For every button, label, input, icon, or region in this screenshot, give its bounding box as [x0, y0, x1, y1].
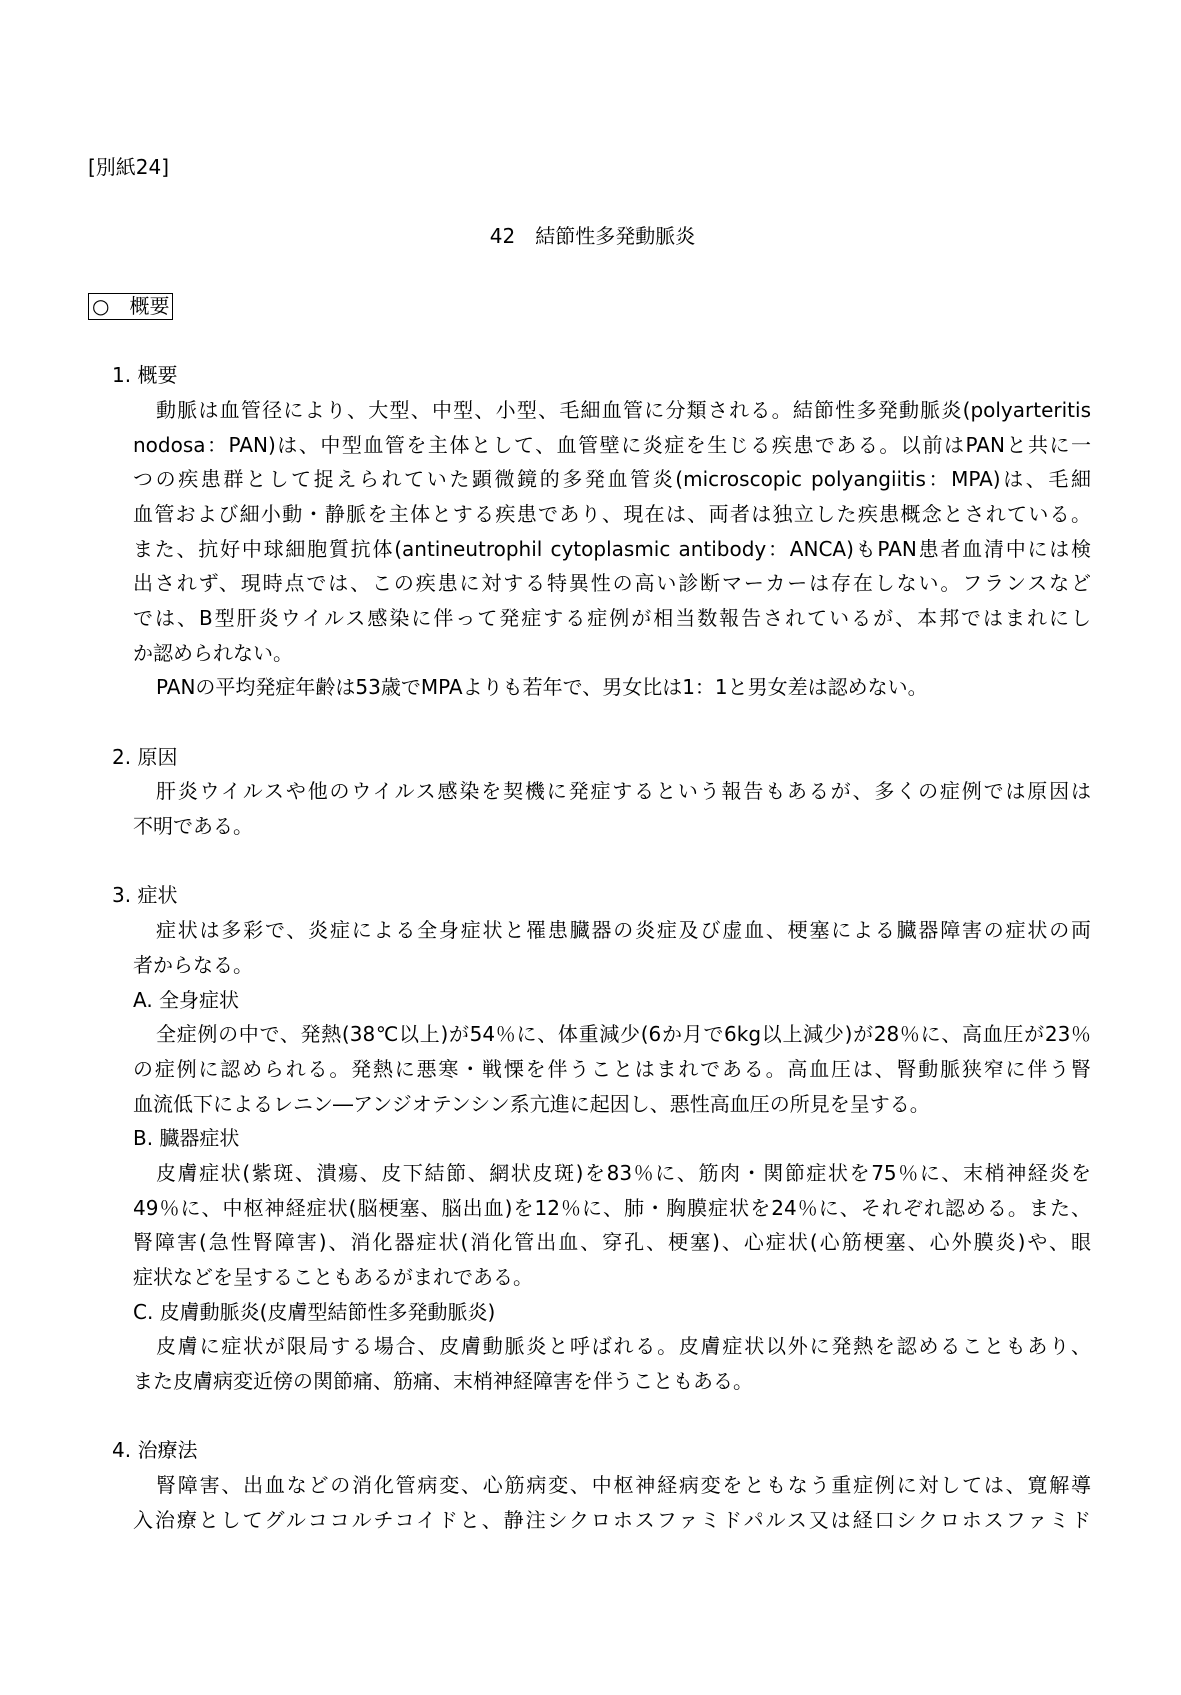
section-heading-symptoms: 3. 症状	[112, 883, 178, 908]
paragraph-line: 者からなる。	[133, 952, 253, 977]
paragraph-line: 血流低下によるレニン―アンジオテンシン系亢進に起因し、悪性高血圧の所見を呈する。	[133, 1091, 930, 1116]
subsection-heading-organ: B. 臓器症状	[133, 1126, 240, 1151]
paragraph-line: 腎障害(急性腎障害)、消化器症状(消化管出血、穿孔、梗塞)、心症状(心筋梗塞、心外膜炎)や、眼	[133, 1230, 1091, 1255]
document-page	[0, 150, 1181, 1538]
paragraph-line: 皮膚症状(紫斑、潰瘍、皮下結節、網状皮斑)を83％に、筋肉・関節症状を75％に、末梢神経炎を	[156, 1160, 1091, 1185]
subsection-heading-cutaneous: C. 皮膚動脈炎(皮膚型結節性多発動脈炎)	[133, 1299, 496, 1324]
paragraph-line: 全症例の中で、発熱(38℃以上)が54％に、体重減少(6か月で6kg以上減少)が28％に、高血圧が23％	[156, 1022, 1091, 1047]
paragraph-line: 症状などを呈することもあるがまれである。	[133, 1265, 533, 1289]
paragraph-line: では、B型肝炎ウイルス感染に伴って発症する症例が相当数報告されているが、本邦ではまれにし	[133, 605, 1091, 630]
overview-box-heading: ○ 概要	[88, 293, 173, 320]
paragraph-line: 腎障害、出血などの消化管病変、心筋病変、中枢神経病変をともなう重症例に対しては、寛解導	[156, 1473, 1091, 1498]
section-heading-overview: 1. 概要	[112, 363, 178, 388]
paragraph-line: 肝炎ウイルスや他のウイルス感染を契機に発症するという報告もあるが、多くの症例では原因は	[156, 779, 1091, 804]
paragraph-line: 入治療としてグルココルチコイドと、静注シクロホスファミドパルス又は経口シクロホスファミド	[133, 1507, 1091, 1532]
section-heading-cause: 2. 原因	[112, 744, 178, 769]
paragraph-line: PANの平均発症年齢は53歳でMPAよりも若年で、男女比は1：1と男女差は認めない。	[156, 675, 928, 700]
subsection-heading-systemic: A. 全身症状	[133, 987, 240, 1012]
paragraph-line: 症状は多彩で、炎症による全身症状と罹患臓器の炎症及び虚血、梗塞による臓器障害の症状の両	[156, 918, 1091, 943]
paragraph-line: 出されず、現時点では、この疾患に対する特異性の高い診断マーカーは存在しない。フランスなど	[133, 571, 1091, 596]
paragraph-line: また皮膚病変近傍の関節痛、筋痛、末梢神経障害を伴うこともある。	[133, 1369, 753, 1394]
page-title: 42 結節性多発動脈炎	[489, 224, 696, 249]
paragraph-line: の症例に認められる。発熱に悪寒・戦慄を伴うことはまれである。高血圧は、腎動脈狭窄に伴う腎	[133, 1056, 1091, 1081]
paragraph-line: つの疾患群として捉えられていた顕微鏡的多発血管炎(microscopic polyangiitis：MPA)は、毛細	[133, 467, 1091, 492]
paragraph-line: 動脈は血管径により、大型、中型、小型、毛細血管に分類される。結節性多発動脈炎(polyarteritis	[156, 397, 1091, 422]
paragraph-line: 血管および細小動・静脈を主体とする疾患であり、現在は、両者は独立した疾患概念とされている。	[133, 501, 1091, 526]
paragraph-line: 皮膚に症状が限局する場合、皮膚動脈炎と呼ばれる。皮膚症状以外に発熱を認めることもあり、	[156, 1334, 1091, 1359]
paragraph-line: 49％に、中枢神経症状(脳梗塞、脳出血)を12％に、肺・胸膜症状を24％に、それぞれ認める。また、	[133, 1195, 1091, 1220]
attachment-label: [別紙24]	[88, 155, 170, 179]
paragraph-line: また、抗好中球細胞質抗体(antineutrophil cytoplasmic antibody：ANCA)もPAN患者血清中には検	[133, 536, 1091, 561]
paragraph-line: か認められない。	[133, 640, 293, 665]
section-heading-treatment: 4. 治療法	[112, 1438, 198, 1463]
paragraph-line: 不明である。	[133, 814, 253, 839]
paragraph-line: nodosa：PAN)は、中型血管を主体として、血管壁に炎症を生じる疾患である。以前はPANと共に一	[133, 432, 1091, 457]
